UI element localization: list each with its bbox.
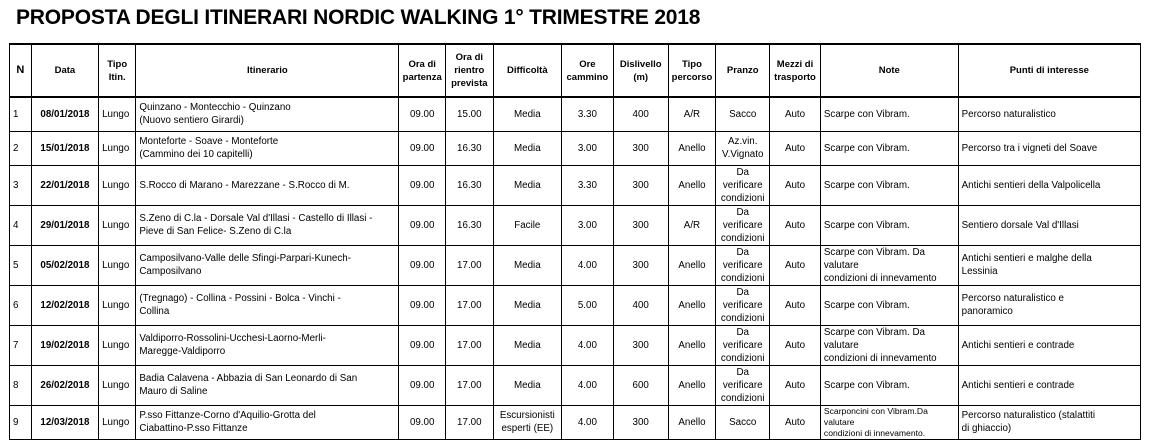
cell-ore-cammino: 4.00 (561, 245, 613, 285)
cell-tipo-itin: Lungo (99, 245, 136, 285)
header-itinerario: Itinerario (136, 44, 399, 97)
cell-punti: Percorso naturalistico (stalattiti di ghiaccio) (958, 405, 1140, 439)
cell-data: 19/02/2018 (31, 325, 98, 365)
cell-note: Scarpe con Vibram. (820, 365, 958, 405)
cell-pranzo: Da verificare condizioni (716, 245, 770, 285)
cell-punti: Percorso naturalistico (958, 97, 1140, 131)
cell-note: Scarpe con Vibram. Da valutare condizioni di innevamento (820, 245, 958, 285)
table-row (10, 165, 1141, 205)
header-ora-partenza: Ora di partenza (399, 44, 446, 97)
cell-mezzi: Auto (770, 205, 821, 245)
cell-dislivello: 300 (613, 405, 668, 439)
cell-ora-rientro: 17.00 (446, 365, 494, 405)
cell-tipo-percorso: Anello (668, 325, 716, 365)
cell-ora-partenza: 09.00 (399, 97, 446, 131)
cell-tipo-percorso: A/R (668, 205, 716, 245)
table-row (10, 245, 1141, 285)
header-ora-rientro: Ora di rientro prevista (446, 44, 494, 97)
cell-tipo-itin: Lungo (99, 325, 136, 365)
cell-itinerario: P.sso Fittanze-Corno d'Aquilio-Grotta del Ciabattino-P.sso Fittanze (136, 405, 399, 439)
cell-punti: Antichi sentieri e contrade (958, 325, 1140, 365)
cell-itinerario: Valdiporro-Rossolini-Ucchesi-Laorno-Merli- Maregge-Valdiporro (136, 325, 399, 365)
cell-tipo-itin: Lungo (99, 365, 136, 405)
cell-note: Scarponcini con Vibram.Da valutare condizioni di innevamento. (820, 405, 958, 439)
header-tipo-percorso: Tipo percorso (668, 44, 716, 97)
cell-pranzo: Sacco (716, 97, 770, 131)
cell-ora-rientro: 16.30 (446, 131, 494, 165)
cell-ore-cammino: 3.00 (561, 205, 613, 245)
cell-itinerario: Monteforte - Soave - Monteforte (Cammino dei 10 capitelli) (136, 131, 399, 165)
cell-data: 15/01/2018 (31, 131, 98, 165)
cell-pranzo: Da verificare condizioni (716, 205, 770, 245)
cell-tipo-itin: Lungo (99, 97, 136, 131)
cell-punti: Percorso naturalistico e panoramico (958, 285, 1140, 325)
header-dislivello: Dislivello (m) (613, 44, 668, 97)
cell-mezzi: Auto (770, 245, 821, 285)
cell-tipo-percorso: Anello (668, 131, 716, 165)
cell-ora-rientro: 17.00 (446, 405, 494, 439)
cell-n: 7 (10, 325, 32, 365)
cell-pranzo: Da verificare condizioni (716, 165, 770, 205)
cell-ora-partenza: 09.00 (399, 131, 446, 165)
cell-dislivello: 400 (613, 285, 668, 325)
cell-ora-partenza: 09.00 (399, 245, 446, 285)
table-row (10, 285, 1141, 325)
cell-ore-cammino: 3.30 (561, 165, 613, 205)
cell-dislivello: 300 (613, 205, 668, 245)
cell-note: Scarpe con Vibram. (820, 165, 958, 205)
cell-mezzi: Auto (770, 285, 821, 325)
cell-data: 05/02/2018 (31, 245, 98, 285)
cell-tipo-itin: Lungo (99, 205, 136, 245)
cell-n: 9 (10, 405, 32, 439)
cell-ore-cammino: 4.00 (561, 405, 613, 439)
cell-tipo-percorso: Anello (668, 365, 716, 405)
cell-difficolta: Media (493, 97, 561, 131)
cell-ora-rientro: 16.30 (446, 165, 494, 205)
cell-mezzi: Auto (770, 365, 821, 405)
page-title: PROPOSTA DEGLI ITINERARI NORDIC WALKING 1° TRIMESTRE 2018 (16, 6, 701, 29)
cell-data: 26/02/2018 (31, 365, 98, 405)
cell-ore-cammino: 3.00 (561, 131, 613, 165)
itinerary-table (9, 43, 1141, 440)
cell-data: 08/01/2018 (31, 97, 98, 131)
header-ore-cammino: Ore cammino (561, 44, 613, 97)
cell-n: 3 (10, 165, 32, 205)
cell-data: 12/02/2018 (31, 285, 98, 325)
cell-data: 29/01/2018 (31, 205, 98, 245)
cell-ora-rientro: 16.30 (446, 205, 494, 245)
cell-itinerario: Quinzano - Montecchio - Quinzano (Nuovo sentiero Girardi) (136, 97, 399, 131)
cell-tipo-percorso: Anello (668, 245, 716, 285)
cell-note: Scarpe con Vibram. (820, 285, 958, 325)
cell-itinerario: S.Zeno di C.la - Dorsale Val d'Illasi - Castello di Illasi - Pieve di San Felice- S.Zeno di C.la (136, 205, 399, 245)
header-row (10, 44, 1141, 97)
cell-punti: Antichi sentieri e contrade (958, 365, 1140, 405)
cell-punti: Antichi sentieri della Valpolicella (958, 165, 1140, 205)
cell-punti: Percorso tra i vigneti del Soave (958, 131, 1140, 165)
cell-tipo-percorso: Anello (668, 405, 716, 439)
header-note: Note (820, 44, 958, 97)
cell-ora-rientro: 17.00 (446, 325, 494, 365)
cell-n: 5 (10, 245, 32, 285)
cell-ore-cammino: 4.00 (561, 365, 613, 405)
header-data: Data (31, 44, 98, 97)
cell-difficolta: Media (493, 325, 561, 365)
cell-dislivello: 300 (613, 165, 668, 205)
cell-tipo-percorso: A/R (668, 97, 716, 131)
cell-n: 4 (10, 205, 32, 245)
header-mezzi: Mezzi di trasporto (770, 44, 821, 97)
cell-ore-cammino: 5.00 (561, 285, 613, 325)
cell-tipo-itin: Lungo (99, 165, 136, 205)
cell-ore-cammino: 4.00 (561, 325, 613, 365)
table-row (10, 131, 1141, 165)
table-row (10, 405, 1141, 439)
cell-tipo-itin: Lungo (99, 405, 136, 439)
table-row (10, 205, 1141, 245)
cell-pranzo: Da verificare condizioni (716, 285, 770, 325)
table-row (10, 325, 1141, 365)
cell-ora-partenza: 09.00 (399, 405, 446, 439)
cell-mezzi: Auto (770, 97, 821, 131)
cell-ora-partenza: 09.00 (399, 205, 446, 245)
header-pranzo: Pranzo (716, 44, 770, 97)
table-row (10, 97, 1141, 131)
cell-mezzi: Auto (770, 165, 821, 205)
cell-data: 12/03/2018 (31, 405, 98, 439)
cell-difficolta: Media (493, 245, 561, 285)
cell-punti: Sentiero dorsale Val d'Illasi (958, 205, 1140, 245)
cell-note: Scarpe con Vibram. (820, 131, 958, 165)
cell-difficolta: Media (493, 365, 561, 405)
cell-difficolta: Media (493, 131, 561, 165)
cell-note: Scarpe con Vibram. (820, 97, 958, 131)
header-punti: Punti di interesse (958, 44, 1140, 97)
cell-difficolta: Media (493, 285, 561, 325)
cell-difficolta: Escursionisti esperti (EE) (493, 405, 561, 439)
cell-dislivello: 400 (613, 97, 668, 131)
cell-data: 22/01/2018 (31, 165, 98, 205)
cell-ora-partenza: 09.00 (399, 325, 446, 365)
cell-note: Scarpe con Vibram. (820, 205, 958, 245)
cell-ora-rientro: 17.00 (446, 245, 494, 285)
cell-n: 2 (10, 131, 32, 165)
cell-dislivello: 300 (613, 325, 668, 365)
cell-dislivello: 300 (613, 131, 668, 165)
cell-tipo-percorso: Anello (668, 165, 716, 205)
cell-dislivello: 600 (613, 365, 668, 405)
cell-pranzo: Da verificare condizioni (716, 365, 770, 405)
cell-tipo-percorso: Anello (668, 285, 716, 325)
cell-tipo-itin: Lungo (99, 131, 136, 165)
cell-pranzo: Sacco (716, 405, 770, 439)
cell-itinerario: Badia Calavena - Abbazia di San Leonardo di San Mauro di Saline (136, 365, 399, 405)
cell-dislivello: 300 (613, 245, 668, 285)
header-n: N (10, 44, 32, 97)
cell-n: 6 (10, 285, 32, 325)
cell-pranzo: Az.vin. V.Vignato (716, 131, 770, 165)
cell-ora-rientro: 17.00 (446, 285, 494, 325)
cell-mezzi: Auto (770, 325, 821, 365)
header-tipo-itin: Tipo Itin. (99, 44, 136, 97)
cell-pranzo: Da verificare condizioni (716, 325, 770, 365)
cell-itinerario: (Tregnago) - Collina - Possini - Bolca - Vinchi - Collina (136, 285, 399, 325)
table-row (10, 365, 1141, 405)
cell-punti: Antichi sentieri e malghe della Lessinia (958, 245, 1140, 285)
header-difficolta: Difficoltà (493, 44, 561, 97)
cell-ora-partenza: 09.00 (399, 365, 446, 405)
cell-difficolta: Media (493, 165, 561, 205)
cell-ora-rientro: 15.00 (446, 97, 494, 131)
cell-ora-partenza: 09.00 (399, 165, 446, 205)
cell-ore-cammino: 3.30 (561, 97, 613, 131)
cell-mezzi: Auto (770, 405, 821, 439)
cell-tipo-itin: Lungo (99, 285, 136, 325)
cell-mezzi: Auto (770, 131, 821, 165)
cell-ora-partenza: 09.00 (399, 285, 446, 325)
cell-n: 8 (10, 365, 32, 405)
cell-difficolta: Facile (493, 205, 561, 245)
cell-note: Scarpe con Vibram. Da valutare condizioni di innevamento (820, 325, 958, 365)
cell-itinerario: S.Rocco di Marano - Marezzane - S.Rocco di M. (136, 165, 399, 205)
cell-itinerario: Camposilvano-Valle delle Sfingi-Parpari-Kunech- Camposilvano (136, 245, 399, 285)
cell-n: 1 (10, 97, 32, 131)
